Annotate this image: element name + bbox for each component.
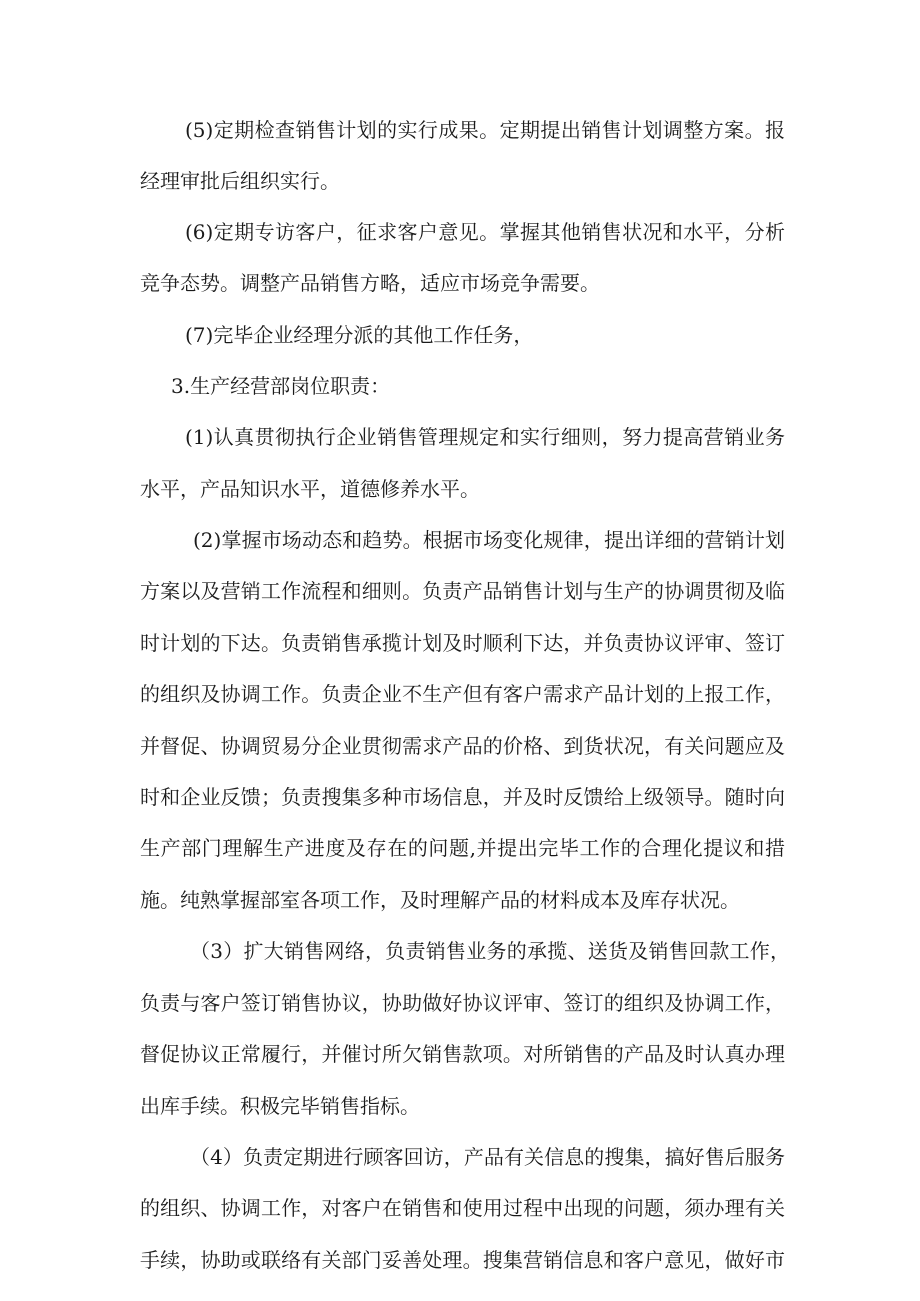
text-line: (6)定期专访客户，征求客户意见。掌握其他销售状况和水平，分析 (185, 220, 785, 244)
text-line: 出库手续。积极完毕销售指标。 (140, 1094, 420, 1118)
text-line: 的组织、协调工作，对客户在销售和使用过程中出现的问题，须办理有关 (140, 1196, 785, 1220)
text-line: 施。纯熟掌握部室各项工作，及时理解产品的材料成本及库存状况。 (140, 888, 740, 912)
text-line: （3）扩大销售网络，负责销售业务的承揽、送货及销售回款工作， (190, 939, 790, 963)
text-line: (5)定期检查销售计划的实行成果。定期提出销售计划调整方案。报 (185, 118, 785, 142)
text-line: (1)认真贯彻执行企业销售管理规定和实行细则，努力提高营销业务 (185, 425, 785, 449)
text-line: （4）负责定期进行顾客回访，产品有关信息的搜集，搞好售后服务 (190, 1145, 785, 1169)
section-heading: 3.生产经营部岗位职责： (171, 374, 391, 398)
text-line: 手续，协助或联络有关部门妥善处理。搜集营销信息和客户意见，做好市 (140, 1248, 785, 1272)
text-line: 负责与客户签订销售协议，协助做好协议评审、签订的组织及协调工作， (140, 991, 785, 1015)
text-line: 时和企业反馈；负责搜集多种市场信息，并及时反馈给上级领导。随时向 (140, 785, 785, 809)
text-line: 的组织及协调工作。负责企业不生产但有客户需求产品计划的上报工作， (140, 682, 785, 706)
text-line: 水平，产品知识水平，道德修养水平。 (140, 477, 480, 501)
text-line: 经理审批后组织实行。 (140, 169, 340, 193)
text-line: (7)完毕企业经理分派的其他工作任务， (185, 323, 534, 347)
text-line: 生产部门理解生产进度及存在的问题,并提出完毕工作的合理化提议和措 (140, 836, 785, 860)
text-line: 方案以及营销工作流程和细则。负责产品销售计划与生产的协调贯彻及临 (140, 579, 785, 603)
text-line: (2)掌握市场动态和趋势。根据市场变化规律，提出详细的营销计划 (193, 528, 785, 552)
text-line: 督促协议正常履行，并催讨所欠销售款项。对所销售的产品及时认真办理 (140, 1042, 785, 1066)
text-line: 并督促、协调贸易分企业贯彻需求产品的价格、到货状况，有关问题应及 (140, 734, 785, 758)
text-line: 时计划的下达。负责销售承揽计划及时顺利下达，并负责协议评审、签订 (140, 631, 785, 655)
text-line: 竞争态势。调整产品销售方略，适应市场竞争需要。 (140, 271, 600, 295)
